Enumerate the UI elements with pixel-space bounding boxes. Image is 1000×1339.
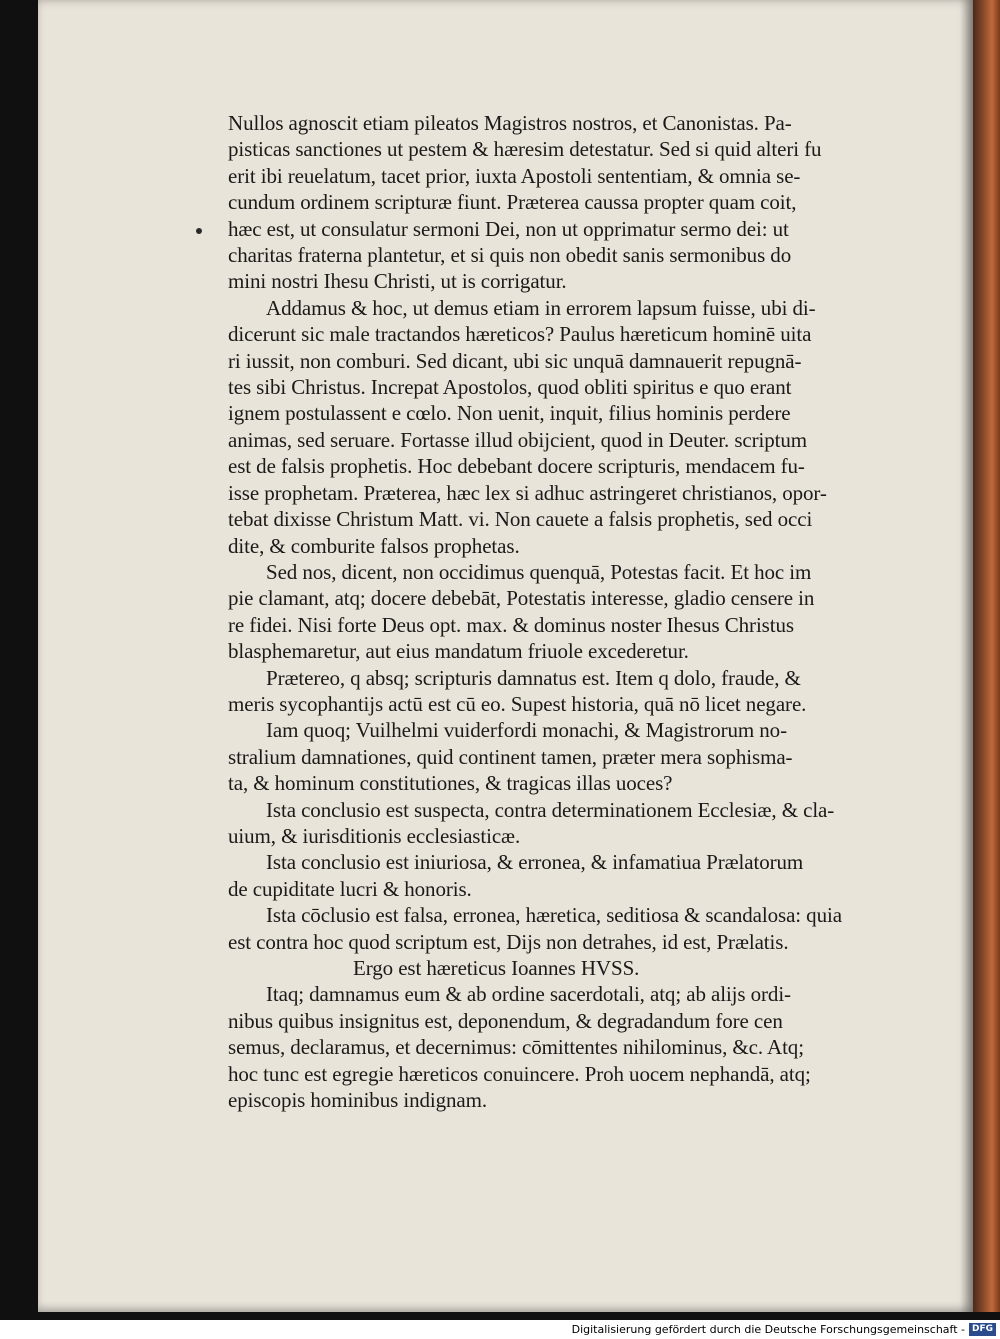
paragraph (228, 559, 928, 665)
text-line: Iam quoq; Vuilhelmi vuiderfordi monachi, & Magistrorum no- (266, 718, 787, 743)
text-line: Ista conclusio est iniuriosa, & erronea, & infamatiua Prælatorum (266, 850, 804, 875)
text-line: mini nostri Ihesu Christi, ut is corrigatur. (228, 269, 567, 294)
text-line: dicerunt sic male tractandos hæreticos? Paulus hæreticum hominē uita (228, 322, 812, 347)
dfg-logo: DFG (969, 1323, 996, 1336)
text-line: hæc est, ut consulatur sermoni Dei, non ut opprimatur sermo dei: ut (228, 216, 789, 241)
text-line: Addamus & hoc, ut demus etiam in errorem lapsum fuisse, ubi di- (266, 295, 816, 320)
text-line: de cupiditate lucri & honoris. (228, 876, 472, 901)
text-line: tes sibi Christus. Increpat Apostolos, quod obliti spiritus e quo erant (228, 375, 792, 400)
text-line: pie clamant, atq; docere debebāt, Potestatis interesse, gladio censere in (228, 586, 815, 611)
text-line: hoc tunc est egregie hæreticos conuincere. Proh uocem nephandā, atq; (228, 1061, 811, 1086)
text-line: est de falsis prophetis. Hoc debebant docere scripturis, mendacem fu- (228, 454, 805, 479)
text-line: Ista conclusio est suspecta, contra determinationem Ecclesiæ, & cla- (266, 797, 835, 822)
text-line: dite, & comburite falsos prophetas. (228, 533, 520, 558)
text-line: ri iussit, non comburi. Sed dicant, ubi sic unquā damnauerit repugnā- (228, 348, 802, 373)
verdict-line: Ergo est hæreticus Ioannes HVSS. (353, 956, 640, 980)
text-line: nibus quibus insignitus est, deponendum, & degradandum fore cen (228, 1008, 783, 1033)
text-line: re fidei. Nisi forte Deus opt. max. & dominus noster Ihesus Christus (228, 612, 794, 637)
page-text (228, 110, 928, 1113)
text-line: Itaq; damnamus eum & ab ordine sacerdotali, atq; ab alijs ordi- (266, 982, 791, 1007)
text-line: ta, & hominum constitutiones, & tragicas illas uoces? (228, 771, 673, 796)
text-line: Nullos agnoscit etiam pileatos Magistros nostros, et Canonistas. Pa- (228, 111, 792, 135)
paragraph (228, 295, 928, 559)
funding-footer (0, 1320, 1000, 1339)
final-paragraph (228, 981, 928, 1113)
paragraph (228, 717, 928, 796)
book-spine (973, 0, 1000, 1312)
text-line: Ista cōclusio est falsa, erronea, hæretica, seditiosa & scandalosa: quia (266, 903, 842, 928)
text-line: cundum ordinem scripturæ fiunt. Præterea caussa propter quam coit, (228, 190, 797, 215)
text-line: est contra hoc quod scriptum est, Dijs non detrahes, id est, Prælatis. (228, 929, 789, 954)
centered-verdict (228, 955, 928, 981)
text-line: erit ibi reuelatum, tacet prior, iuxta Apostoli sententiam, & omnia se- (228, 163, 801, 188)
text-line: isse prophetam. Præterea, hæc lex si adhuc astringeret christianos, opor- (228, 480, 827, 505)
text-line: semus, declaramus, et decernimus: cōmittentes nihilominus, &c. Atq; (228, 1035, 804, 1060)
text-line: pisticas sanctiones ut pestem & hæresim detestatur. Sed si quid alteri fu (228, 137, 822, 162)
text-line: meris sycophantijs actū est cū eo. Supest historia, quā nō licet negare. (228, 691, 807, 716)
text-line: tebat dixisse Christum Matt. vi. Non cauete a falsis prophetis, sed occi (228, 507, 813, 532)
paragraph (228, 902, 928, 955)
paragraph (228, 849, 928, 902)
text-line: charitas fraterna plantetur, et si quis non obedit sanis sermonibus do (228, 243, 792, 268)
text-line: uium, & iurisditionis ecclesiasticæ. (228, 823, 521, 848)
text-line: episcopis hominibus indignam. (228, 1088, 488, 1113)
text-line: ignem postulassent e cœlo. Non uenit, inquit, filius hominis perdere (228, 401, 791, 426)
paragraph (228, 797, 928, 850)
text-line: Prætereo, q absq; scripturis damnatus est. Item q dolo, fraude, & (266, 665, 801, 690)
text-line: animas, sed seruare. Fortasse illud obijcient, quod in Deuter. scriptum (228, 427, 808, 452)
footer-text: Digitalisierung gefördert durch die Deutsche Forschungsgemeinschaft - (571, 1323, 965, 1336)
text-line: blasphemaretur, aut eius mandatum friuole excederetur. (228, 639, 689, 664)
page-edge-shadow (960, 0, 974, 1312)
text-line: Sed nos, dicent, non occidimus quenquā, Potestas facit. Et hoc im (266, 559, 812, 584)
paragraph (228, 110, 928, 295)
margin-mark (196, 228, 202, 234)
text-line: stralium damnationes, quid continent tamen, præter mera sophisma- (228, 744, 793, 769)
paragraph (228, 665, 928, 718)
